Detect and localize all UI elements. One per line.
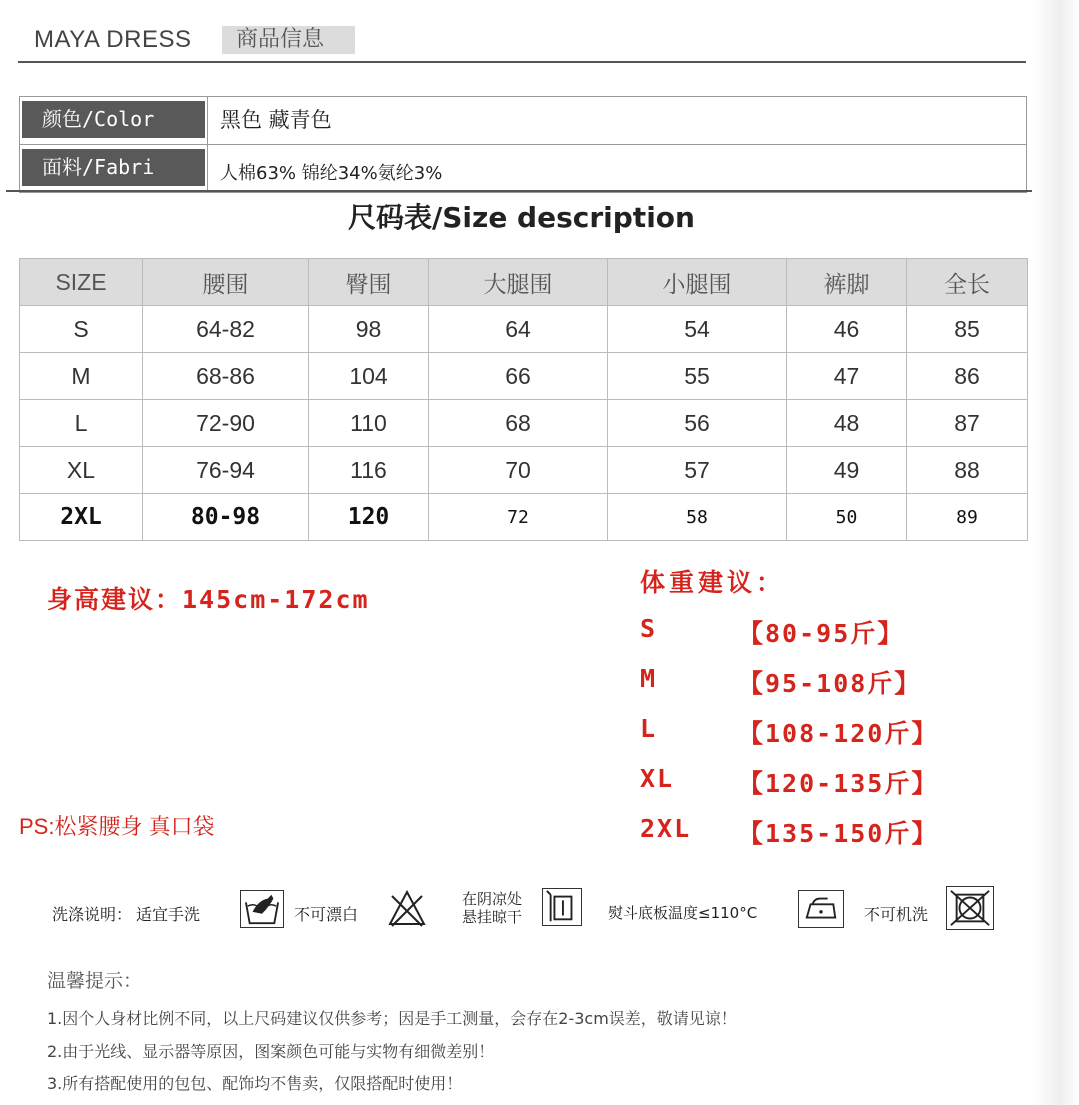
- table-cell: 50: [787, 494, 907, 541]
- info-label-fabric: 面料/Fabri: [22, 149, 205, 186]
- table-cell: M: [20, 353, 143, 400]
- table-row: [20, 447, 1028, 494]
- iron-label: 熨斗底板温度≤110°C: [608, 904, 758, 922]
- section-tag: 商品信息: [222, 26, 355, 54]
- info-value-color: 黑色 藏青色: [220, 108, 332, 132]
- weight-range: 【108-120斤】: [738, 719, 939, 748]
- table-cell: 72-90: [143, 400, 309, 447]
- table-cell: 120: [309, 494, 429, 541]
- shade-dry-label-2: 悬挂晾干: [462, 908, 523, 926]
- iron-icon: [798, 890, 844, 928]
- table-cell: 87: [907, 400, 1028, 447]
- info-divider: [207, 145, 208, 192]
- table-cell: 47: [787, 353, 907, 400]
- header-hip: 臀围: [309, 259, 429, 306]
- table-cell: 68: [429, 400, 608, 447]
- no-machine-wash-icon: [946, 886, 994, 930]
- weight-range: 【80-95斤】: [738, 619, 905, 648]
- table-cell: 54: [608, 306, 787, 353]
- table-cell: 56: [608, 400, 787, 447]
- table-cell: 72: [429, 494, 608, 541]
- info-row-fabric: [19, 145, 1027, 193]
- height-suggestion: 身高建议：145cm-172cm: [47, 585, 370, 614]
- no-machine-wash-label: 不可机洗: [864, 905, 929, 924]
- table-cell: 49: [787, 447, 907, 494]
- table-cell: S: [20, 306, 143, 353]
- table-cell: 86: [907, 353, 1028, 400]
- header-size: SIZE: [20, 259, 143, 306]
- table-cell: 89: [907, 494, 1028, 541]
- size-table-header: [20, 259, 1028, 306]
- page-edge-shadow: [1033, 0, 1079, 1105]
- info-value-fabric: 人棉63% 锦纶34%氨纶3%: [220, 163, 443, 184]
- weight-range: 【120-135斤】: [738, 769, 939, 798]
- note-line: 1.因个人身材比例不同，以上尺码建议仅供参考；因是手工测量，会存在2-3cm误差，敬请见谅！: [47, 1009, 737, 1028]
- header-length: 全长: [907, 259, 1028, 306]
- weight-size: XL: [640, 764, 675, 793]
- table-row: [20, 494, 1028, 541]
- shade-dry-label-1: 在阴凉处: [462, 890, 523, 908]
- info-label-color: 颜色/Color: [22, 101, 205, 138]
- table-row: [20, 306, 1028, 353]
- wash-intro: 洗涤说明：: [52, 905, 133, 924]
- table-cell: 58: [608, 494, 787, 541]
- hand-wash-icon: [240, 890, 284, 928]
- table-cell: 110: [309, 400, 429, 447]
- no-bleach-icon: [384, 886, 430, 930]
- table-cell: 64-82: [143, 306, 309, 353]
- brand-name: MAYA DRESS: [34, 26, 192, 53]
- table-cell: 64: [429, 306, 608, 353]
- weight-size: S: [640, 614, 658, 643]
- table-cell: L: [20, 400, 143, 447]
- header-divider: [18, 61, 1026, 63]
- header-hem: 裤脚: [787, 259, 907, 306]
- ps-note: PS:松紧腰身 真口袋: [19, 814, 215, 839]
- table-cell: 88: [907, 447, 1028, 494]
- weight-size: L: [640, 714, 658, 743]
- info-row-color: [19, 96, 1027, 145]
- table-cell: 2XL: [20, 494, 143, 541]
- table-cell: 66: [429, 353, 608, 400]
- size-table-title: 尺码表/Size description: [348, 201, 695, 234]
- weight-size: 2XL: [640, 814, 692, 843]
- line-dry-shade-icon: [542, 888, 582, 926]
- table-cell: 57: [608, 447, 787, 494]
- table-cell: 116: [309, 447, 429, 494]
- header-calf: 小腿围: [608, 259, 787, 306]
- table-cell: 80-98: [143, 494, 309, 541]
- table-cell: 48: [787, 400, 907, 447]
- wash-hand-label: 适宜手洗: [136, 905, 201, 924]
- table-cell: 46: [787, 306, 907, 353]
- table-cell: 98: [309, 306, 429, 353]
- no-bleach-label: 不可漂白: [294, 905, 359, 924]
- table-row: [20, 400, 1028, 447]
- info-divider-line: [6, 190, 1032, 192]
- table-cell: 104: [309, 353, 429, 400]
- weight-range: 【95-108斤】: [738, 669, 922, 698]
- weight-size: M: [640, 664, 658, 693]
- table-cell: 76-94: [143, 447, 309, 494]
- weight-suggestion-title: 体重建议：: [640, 568, 786, 597]
- table-cell: 70: [429, 447, 608, 494]
- table-cell: XL: [20, 447, 143, 494]
- table-row: [20, 353, 1028, 400]
- table-cell: 68-86: [143, 353, 309, 400]
- table-cell: 85: [907, 306, 1028, 353]
- note-line: 2.由于光线、显示器等原因，图案颜色可能与实物有细微差别！: [47, 1042, 495, 1061]
- size-table: [19, 258, 1028, 541]
- weight-range: 【135-150斤】: [738, 819, 939, 848]
- header-waist: 腰围: [143, 259, 309, 306]
- product-info: [19, 96, 1027, 193]
- info-divider: [207, 97, 208, 144]
- notes-title: 温馨提示：: [47, 970, 143, 992]
- header-thigh: 大腿围: [429, 259, 608, 306]
- note-line: 3.所有搭配使用的包包、配饰均不售卖，仅限搭配时使用！: [47, 1074, 463, 1093]
- table-cell: 55: [608, 353, 787, 400]
